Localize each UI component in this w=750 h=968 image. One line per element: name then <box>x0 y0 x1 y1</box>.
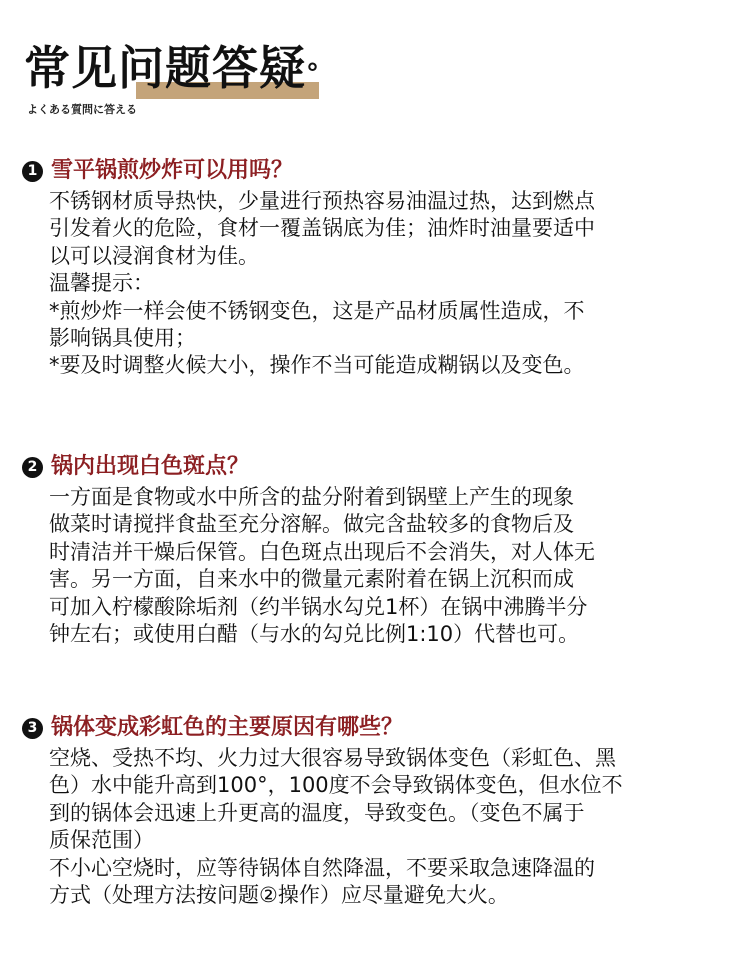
page-title-text: 常见问题答疑 <box>24 41 306 95</box>
answer-line: *煎炒炸一样会使不锈钢变色，这是产品材质属性造成，不 <box>49 298 585 323</box>
answer-line: 做菜时请搅拌食盐至充分溶解。做完含盐较多的食物后及 <box>49 512 574 537</box>
answer-line: 可加入柠檬酸除垢剂（约半锅水勾兑1杯）在锅中沸腾半分 <box>49 594 588 619</box>
answer-line: 钟左右；或使用白醋（与水的勾兑比例1:10）代替也可。 <box>49 622 580 647</box>
answer-line: 空烧、受热不均、火力过大很容易导致锅体变色（彩虹色、黑 <box>49 746 616 770</box>
answer-text <box>22 484 734 648</box>
question-title: 雪平锅煎炒炸可以用吗？ <box>51 158 294 183</box>
qa-section-3 <box>22 711 734 909</box>
answer-line: 一方面是食物或水中所含的盐分附着到锅壁上产生的现象 <box>49 485 574 509</box>
answer-line: 质保范围） <box>49 828 154 853</box>
answer-line: *要及时调整火候大小，操作不当可能造成糊锅以及变色。 <box>49 353 585 378</box>
qa-section-2 <box>22 450 734 648</box>
answer-text <box>22 745 734 909</box>
answer-line: 温馨提示： <box>49 271 154 296</box>
answer-line: 不锈钢材质导热快，少量进行预热容易油温过热，达到燃点 <box>49 189 595 213</box>
answer-line: 不小心空烧时，应等待锅体自然降温，不要采取急速降温的 <box>49 855 595 880</box>
answer-line: 时清洁并干燥后保管。白色斑点出现后不会消失，对人体无 <box>49 539 595 564</box>
header <box>24 38 320 118</box>
answer-line: 害。另一方面，自来水中的微量元素附着在锅上沉积而成 <box>49 567 574 592</box>
answer-line: 到的锅体会迅速上升更高的温度，导致变色。（变色不属于 <box>49 800 585 825</box>
answer-line: 色）水中能升高到100°，100度不会导致锅体变色，但水位不 <box>49 773 623 798</box>
question-row <box>22 450 734 484</box>
answer-line: 影响锅具使用； <box>49 326 196 351</box>
question-title: 锅内出现白色斑点？ <box>51 454 250 479</box>
number-badge: 2 <box>22 457 43 478</box>
qa-section-1 <box>22 154 734 380</box>
answer-line: 引发着火的危险，食材一覆盖锅底为佳；油炸时油量要适中 <box>49 216 595 241</box>
answer-line: 方式（处理方法按问题②操作）应尽量避免大火。 <box>49 883 509 908</box>
title-degree-mark: ° <box>306 59 320 89</box>
question-row <box>22 711 734 745</box>
title-wrap <box>24 38 320 98</box>
page-title <box>24 38 320 98</box>
page-subtitle: よくある質問に答える <box>27 103 137 116</box>
number-badge: 1 <box>22 161 43 182</box>
answer-text <box>22 188 734 380</box>
number-badge: 3 <box>22 718 43 739</box>
question-title: 锅体变成彩虹色的主要原因有哪些？ <box>51 715 404 740</box>
question-row <box>22 154 734 188</box>
answer-line: 以可以浸润食材为佳。 <box>49 243 259 268</box>
